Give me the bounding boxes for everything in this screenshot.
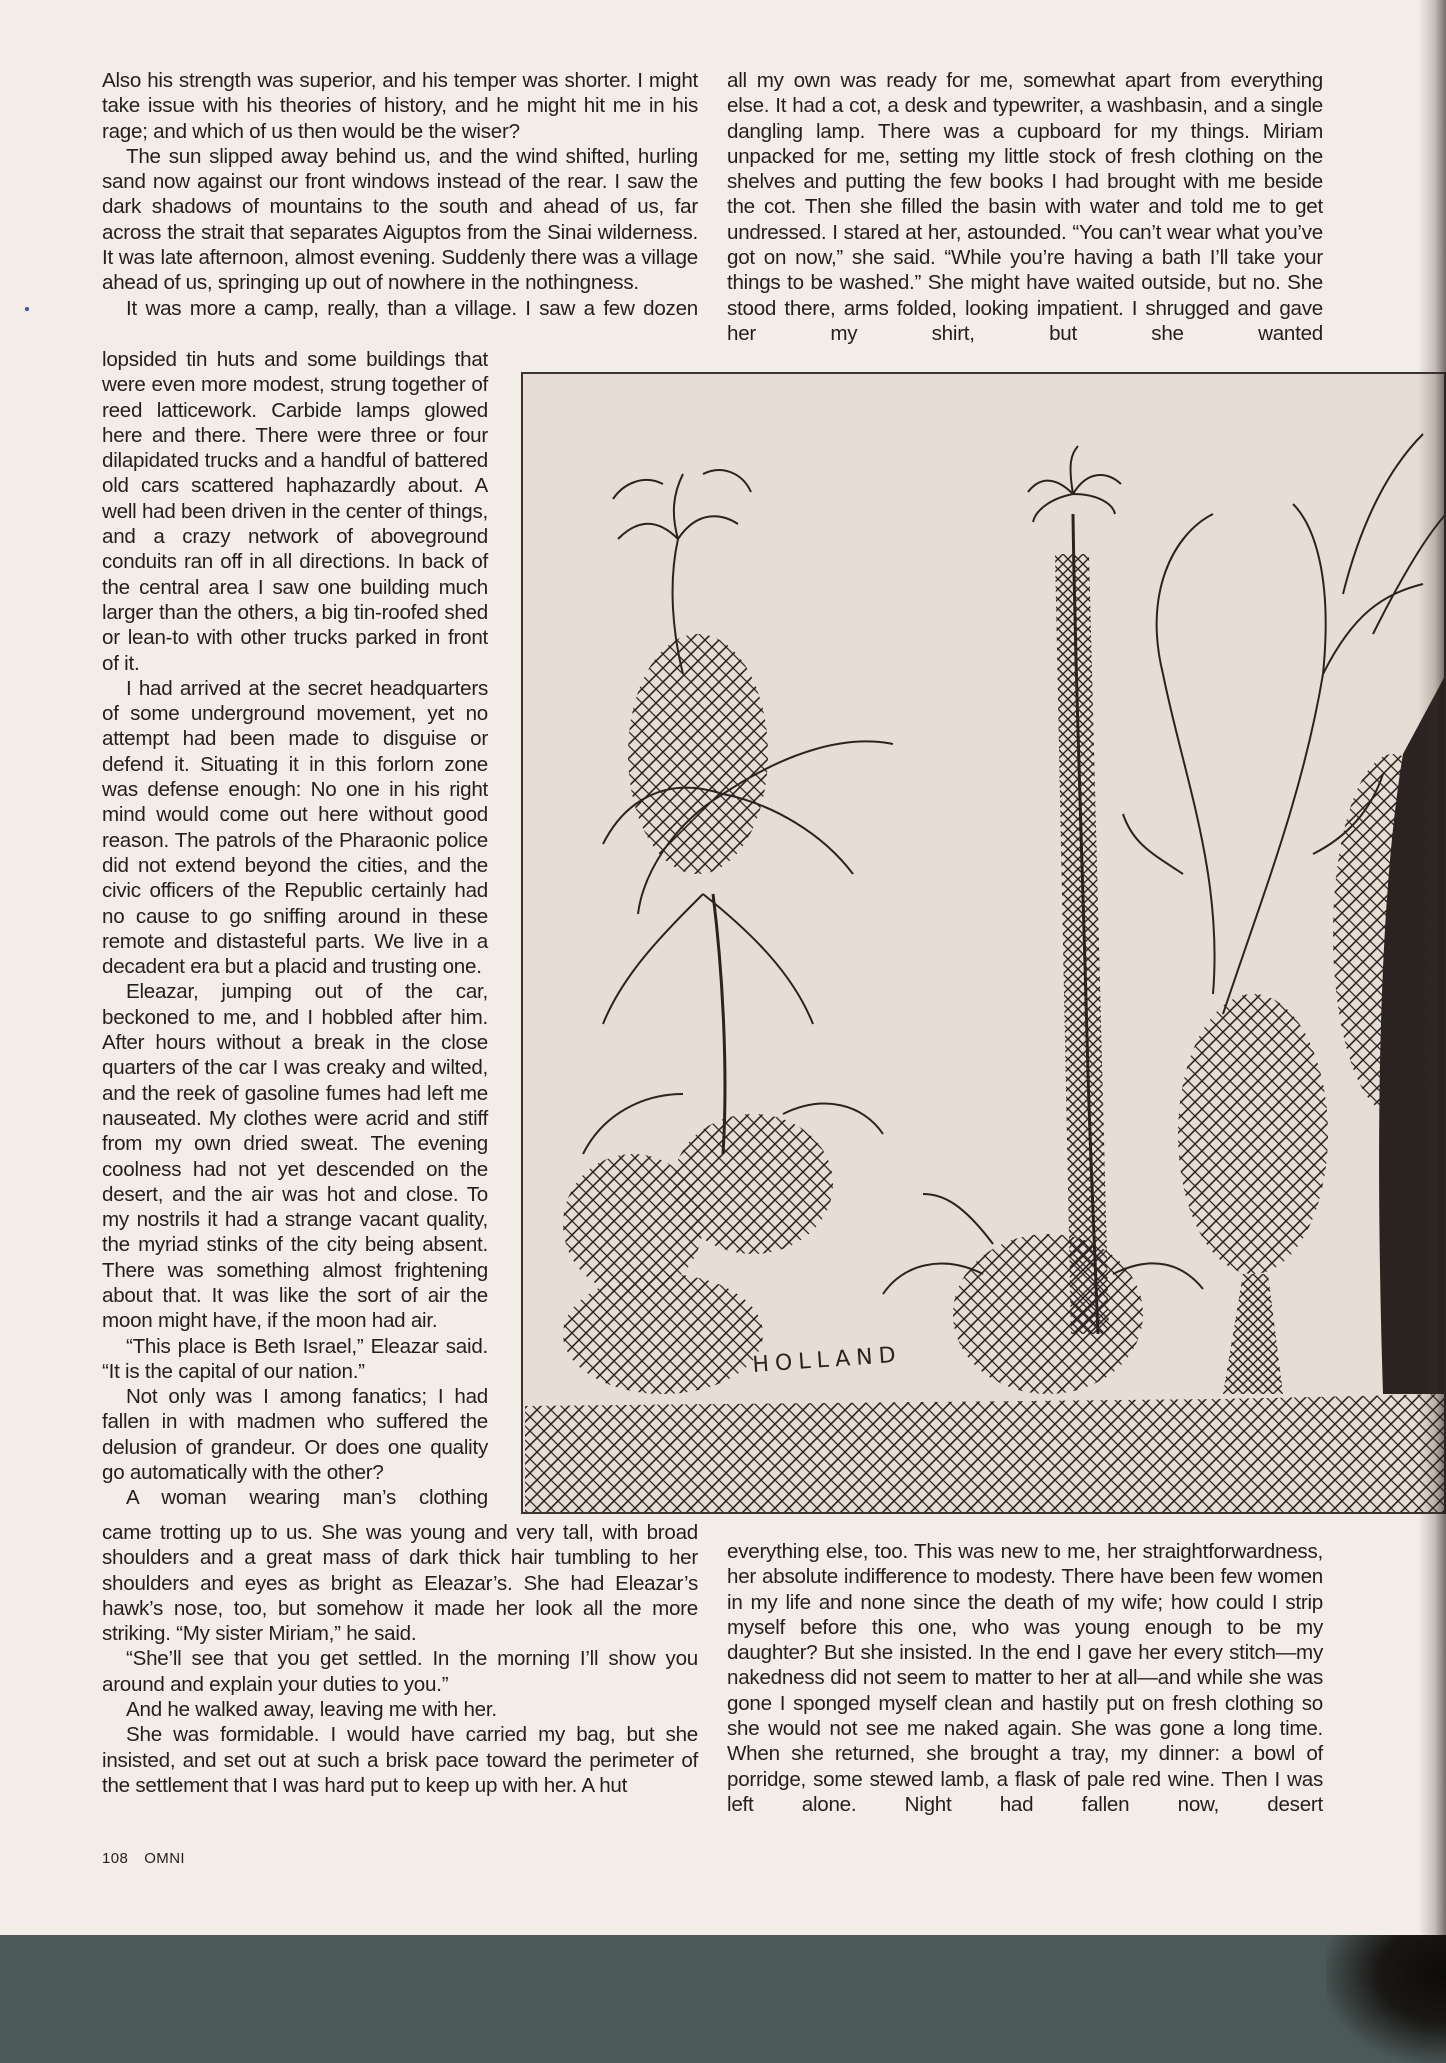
page-edge-shadow xyxy=(1326,1935,1446,2063)
paragraph: “She’ll see that you get settled. In the morning I’ll show you around and explain your duties to you.” xyxy=(102,1647,698,1696)
paragraph: I had arrived at the secret headquarters of some underground movement, yet no attempt had been made to disguise or defend it. Situating it in this forlorn zone was defense enough: No one in his right mind would come out here without good reason. The patrols of the Pharaonic police did not extend beyond the cities, and the civic officers of the Republic certainly had no cause to go sniffing around in these remote and distasteful parts. We live in a decadent era but a placid and trusting one. xyxy=(102,676,488,979)
artist-signature: HOLLAND xyxy=(751,1342,903,1378)
page-folio xyxy=(102,1850,201,1867)
right-column-bottom xyxy=(727,1539,1323,1817)
paragraph: Also his strength was superior, and his temper was shorter. I might take issue with his theories of history, and he might hit me in his rage; and which of us then would be the wiser? xyxy=(102,69,698,143)
palm-tree-illustration xyxy=(521,372,1446,1514)
left-palm-cluster xyxy=(563,470,893,1394)
magazine-name: OMNI xyxy=(144,1850,185,1867)
paragraph: lopsided tin huts and some buildings that were even more modest, strung together of reed latticework. Carbide lamps glowed here and there. There were three or four dilapidated trucks and a handful of battered old cars scattered haphazardly about. A well had been driven in the center of things, and a crazy network of aboveground conduits ran off in all directions. In back of the central area I saw one building much larger than the others, a big tin-roofed shed or lean-to with other trucks parked in front of it. xyxy=(102,348,489,675)
paragraph: Eleazar, jumping out of the car, beckoned to me, and I hobbled after him. After hours without a break in the close quarters of the car I was creaky and wilted, and the reek of gasoline fumes had left me nauseated. My clothes were acrid and stiff from my own dried sweat. The evening coolness had not yet descended on the desert, and the air was hot and close. To my nostrils it had a strange vacant quality, the myriad stinks of the city being absent. There was something almost frightening about that. It was like the sort of air the moon might have, if the moon had air. xyxy=(102,980,488,1333)
scanner-bed xyxy=(0,1935,1446,2063)
paragraph: And he walked away, leaving me with her. xyxy=(126,1698,497,1722)
tall-thin-palm xyxy=(1028,446,1121,1334)
left-column-wide xyxy=(102,1520,698,1798)
ink-speck xyxy=(25,307,29,311)
paragraph: A woman wearing man’s clothing xyxy=(126,1486,488,1510)
paragraph: It was more a camp, really, than a village. I saw a few dozen xyxy=(126,296,698,320)
paragraph: She was formidable. I would have carried my bag, but she insisted, and set out at such a brisk pace toward the perimeter of the settlement that I was hard put to keep up with her. A hut xyxy=(102,1723,698,1797)
binding-shadow xyxy=(1418,0,1446,1935)
paragraph: everything else, too. This was new to me, her straightforwardness, her absolute indifference to modesty. There have been few women in my life and none since the death of my wife; how could I strip myself before this one, who was young enough to be my daughter? But she insisted. In the end I gave her every stitch—my nakedness did not seem to matter to her at all—and while she was gone I sponged myself clean and hastily put on fresh clothing so she would not see me naked again. She was gone a long time. When she returned, she brought a tray, my dinner: a bowl of porridge, some stewed lamb, a flask of pale red wine. Then I was left alone. Night had fallen now, desert xyxy=(727,1540,1323,1816)
right-column-top xyxy=(727,68,1323,346)
left-column-top xyxy=(102,68,698,321)
paragraph: came trotting up to us. She was young and very tall, with broad shoulders and a great mass of dark thick hair tumbling to her shoulders and eyes as bright as Eleazar’s. She had Eleazar’s hawk’s nose, too, but somehow it made her look all the more striking. “My sister Miriam,” he said. xyxy=(102,1521,698,1646)
paragraph: all my own was ready for me, somewhat apart from everything else. It had a cot, a desk and typewriter, a washbasin, and a single dangling lamp. There was a cupboard for my things. Miriam unpacked for me, setting my little stock of fresh clothing on the shelves and putting the few books I had brought with me beside the cot. Then she filled the basin with water and told me to get undressed. I stared at her, astounded. “You can’t wear what you’ve got on now,” she said. “While you’re having a bath I’ll take your things to be washed.” She might have waited outside, but no. She stood there, arms folded, looking impatient. I shrugged and gave her my shirt, but she wanted xyxy=(727,69,1323,345)
ground-hatching xyxy=(525,1394,1446,1514)
mid-bushy-palm xyxy=(883,1194,1203,1394)
paragraph: The sun slipped away behind us, and the wind shifted, hurling sand now against our front windows instead of the rear. I saw the dark shadows of mountains to the south and ahead of us, far across the strait that separates Aiguptos from the Sinai wilderness. It was late afternoon, almost evening. Suddenly there was a village ahead of us, springing up out of nowhere in the nothingness. xyxy=(102,144,698,295)
paragraph: “This place is Beth Israel,” Eleazar said. “It is the capital of our nation.” xyxy=(102,1334,488,1383)
paragraph: Not only was I among fanatics; I had fallen in with madmen who suffered the delusion of grandeur. Or does one quality go automatically with the other? xyxy=(102,1385,488,1485)
left-column-narrow xyxy=(102,347,488,1511)
page-number: 108 xyxy=(102,1850,129,1867)
